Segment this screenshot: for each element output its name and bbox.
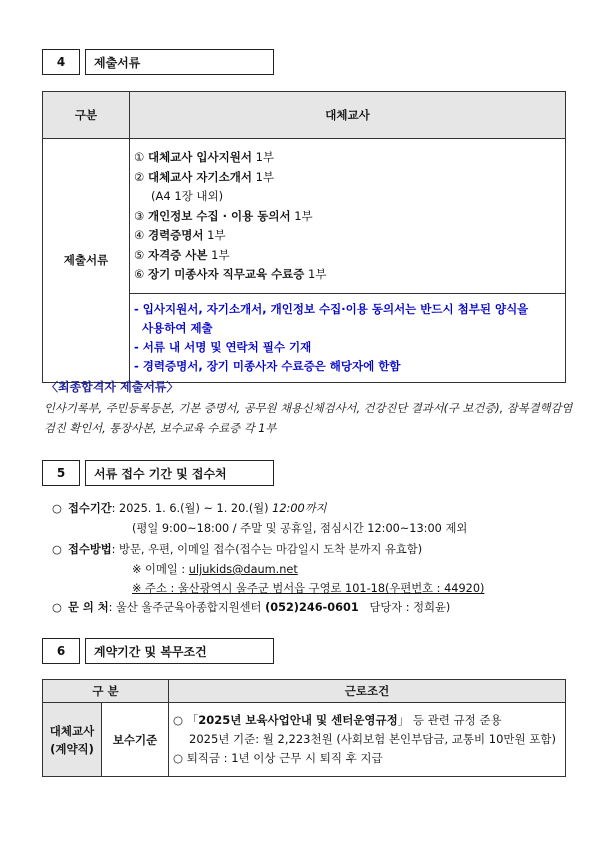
- line1-suffix: 」 등 관련 규정 준용: [397, 713, 502, 727]
- item-name: 개인정보 수집 · 이용 동의서: [147, 208, 291, 223]
- item-name: 장기 미종사자 직무교육 수료증: [147, 267, 305, 281]
- receipt-contact: [52, 598, 450, 618]
- document-item: [134, 148, 559, 168]
- document-item: [134, 226, 559, 246]
- period-note: (평일 9:00~18:00 / 주말 및 공휴일, 점심시간 12:00~13:00 제외: [132, 522, 468, 535]
- document-item: [134, 207, 559, 227]
- receipt-period: [52, 499, 327, 519]
- email-prefix: ※ 이메일 :: [132, 563, 189, 576]
- contact-value: : 울산 울주군육아종합지원센터: [108, 601, 266, 614]
- col-category-header: 구분: [43, 92, 130, 139]
- item-marker: ③: [134, 208, 148, 223]
- document-item: [134, 246, 559, 266]
- item-count: 1부: [290, 208, 313, 223]
- period-label: 접수기간: [68, 502, 112, 515]
- note-item: - 입사지원서, 자기소개서, 개인정보 수집·이용 동의서는 반드시 첨부된 양식을: [134, 301, 529, 316]
- documents-table: [42, 91, 566, 383]
- address-line: ※ 주소 : 울산광역시 울주군 범서읍 구영로 101-18(우편번호 : 44920): [132, 582, 485, 595]
- line1-bold: 2025년 보육사업안내 및 센터운영규정: [198, 713, 398, 727]
- col-main-header: 대체교사: [130, 92, 566, 139]
- period-value: : 2025. 1. 6.(월) ~ 1. 20.(월): [111, 502, 273, 515]
- item-count: 1부: [304, 267, 327, 281]
- email-link[interactable]: uljukids@daum.net: [188, 563, 298, 576]
- section-5-header: [42, 460, 274, 486]
- item-marker: ①: [134, 150, 148, 164]
- section-number: 5: [42, 460, 80, 486]
- condition-line-1: [173, 711, 561, 730]
- item-name: 대체교사 자기소개서: [147, 169, 252, 184]
- method-label: 접수방법: [68, 543, 112, 556]
- document-item: [134, 265, 559, 285]
- row-label: 제출서류: [43, 139, 130, 383]
- condition-line-3: ○ 퇴직금 : 1년 이상 근무 시 퇴직 후 지급: [173, 751, 383, 765]
- item-count: 1부: [203, 228, 226, 242]
- item-count: (A4 1장 내외): [151, 189, 224, 203]
- section-title: 서류 접수 기간 및 접수처: [85, 460, 274, 486]
- col-category-header: 구 분: [43, 680, 169, 703]
- section-6-header: [42, 638, 274, 664]
- item-count: 1부: [251, 169, 275, 184]
- note-item: - 경력증명서, 장기 미종사자 수료증은 해당자에 한함: [134, 358, 401, 373]
- circle-bullet-icon: ○: [52, 502, 62, 515]
- final-docs-body: 인사기록부, 주민등록등본, 기본 증명서, 공무원 채용신체검사서, 건강진단 결과서(구 보건증), 잠복결핵감염 검진 확인서, 통장사본, 보수교육 수료증 각 1부: [44, 402, 573, 435]
- circle-bullet-icon: ○: [52, 601, 62, 614]
- item-name: 경력증명서: [147, 228, 204, 242]
- circle-bullet-icon: ○: [52, 543, 62, 556]
- note-item: - 서류 내 서명 및 연락처 필수 기재: [134, 339, 312, 354]
- section-title: 제출서류: [85, 49, 274, 75]
- item-marker: ④: [134, 228, 148, 242]
- item-marker: ⑥: [134, 267, 148, 281]
- contact-phone: (052)246-0601: [265, 601, 359, 614]
- section-title: 계약기간 및 복무조건: [85, 638, 274, 664]
- row-group-label: [43, 703, 102, 777]
- contact-person: 담당자 : 정희윤): [358, 601, 451, 614]
- document-item: [134, 168, 559, 188]
- section-number: 6: [42, 638, 80, 664]
- email-line: [132, 560, 298, 580]
- item-name: 자격증 사본: [147, 247, 208, 262]
- final-docs-title: 〈최종합격자 제출서류〉: [46, 380, 179, 394]
- row-group-line: 대체교사: [49, 723, 95, 738]
- note-item: 사용하여 제출: [134, 320, 213, 335]
- col-main-header: 근로조건: [169, 680, 566, 703]
- contract-table: [42, 679, 566, 777]
- method-value: : 방문, 우편, 이메일 접수(접수는 마감일시 도착 분까지 유효함): [111, 543, 423, 556]
- item-name: 대체교사 입사지원서: [147, 150, 252, 164]
- line1-prefix: ○ 「: [173, 713, 199, 727]
- item-count: 1부: [251, 150, 275, 164]
- section-number: 4: [42, 49, 80, 75]
- item-marker: ⑤: [134, 247, 148, 262]
- document-notes: [130, 293, 566, 382]
- section-4-header: [42, 49, 274, 75]
- conditions-cell: [169, 703, 566, 777]
- item-marker: ②: [134, 169, 148, 184]
- condition-line-2: 2025년 기준: 월 2,223천원 (사회보험 본인부담금, 교통비 10만원 포함): [189, 732, 556, 746]
- item-count: 1부: [207, 247, 230, 262]
- row-group-line: (계약직): [50, 741, 94, 756]
- contact-label: 문 의 처: [68, 601, 109, 614]
- document-list: [130, 139, 566, 294]
- document-item: [134, 187, 559, 207]
- receipt-method: [52, 540, 422, 560]
- period-until: 12:00까지: [272, 502, 327, 515]
- row-label: 보수기준: [102, 703, 169, 777]
